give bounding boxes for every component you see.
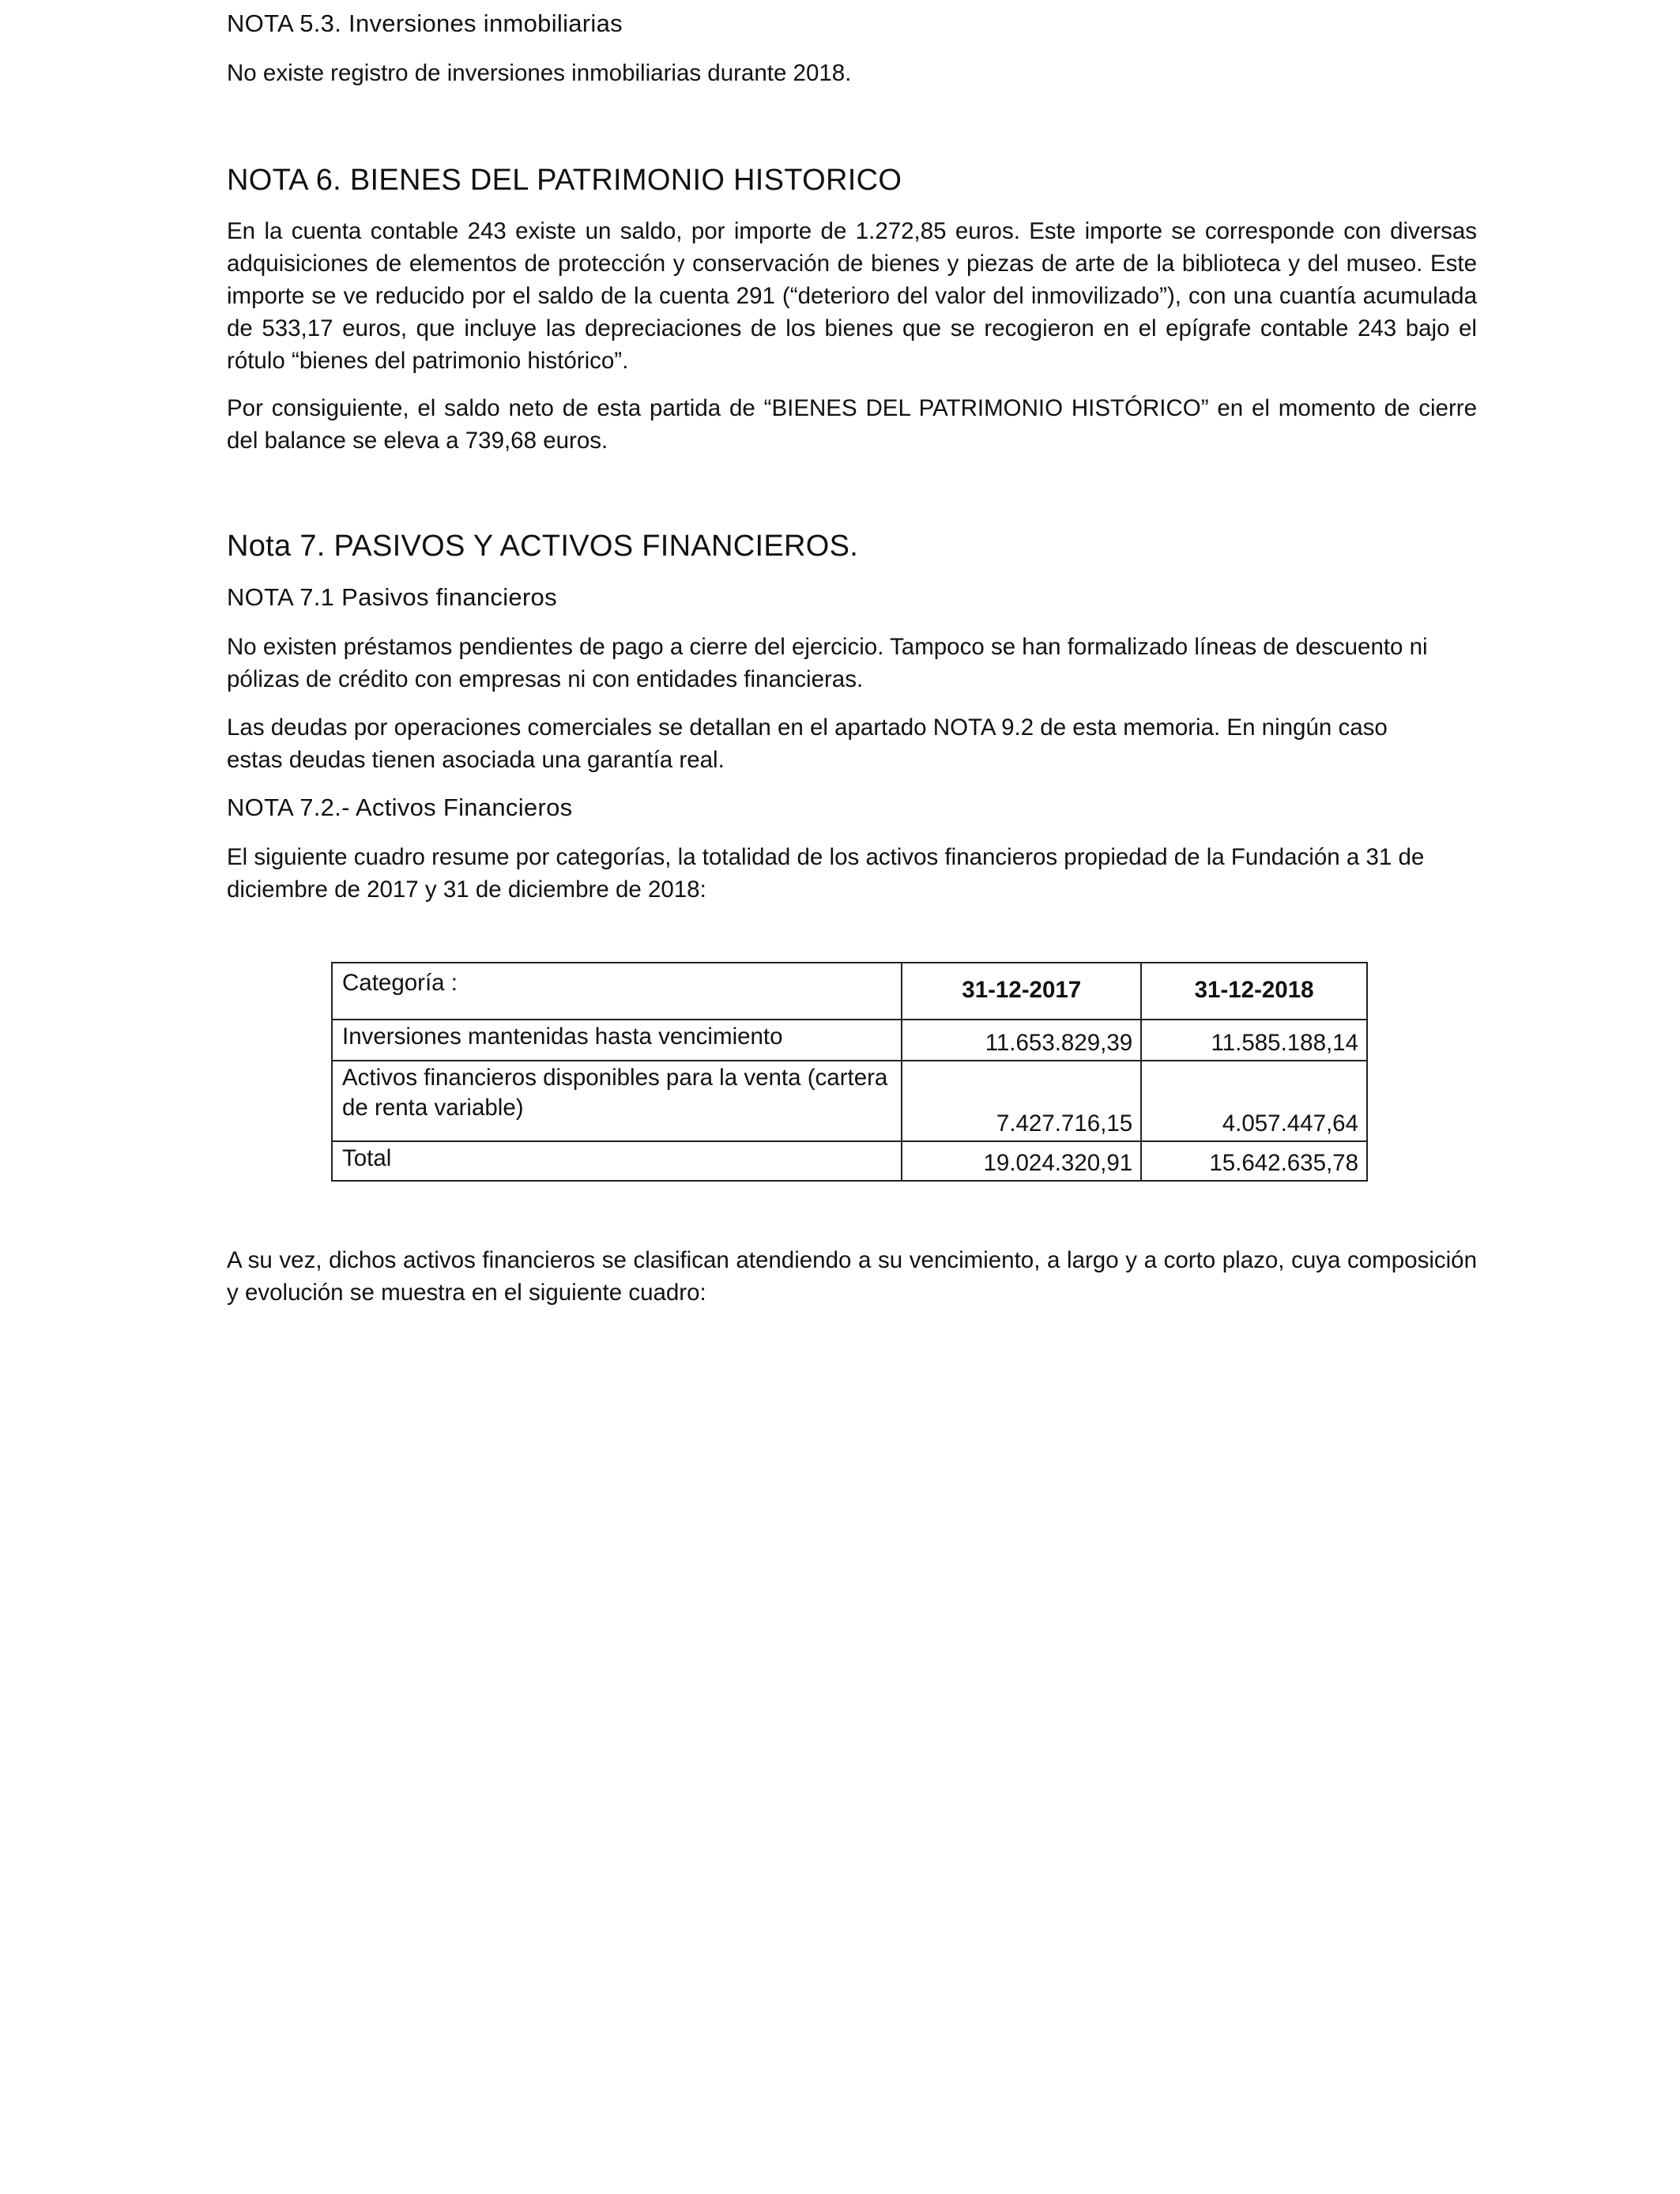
row-value-2017: 19.024.320,91	[902, 1141, 1141, 1181]
section-6-paragraph-1: En la cuenta contable 243 existe un saldo, por importe de 1.272,85 euros. Este importe se corresponde con diversas adquisiciones de elementos de protección y conservación de bienes y piezas de arte de la biblioteca y del museo. Este importe se ve reducido por el saldo de la cuenta 291 (“deterioro del valor del inmovilizado”), con una cuantía acumulada de 533,17 euros, que incluye las depreciaciones de los bienes que se recogieron en el epígrafe contable 243 bajo el rótulo “bienes del patrimonio histórico”.	[227, 218, 1477, 374]
row-value-2018: 15.642.635,78	[1141, 1141, 1367, 1181]
row-value-2017: 11.653.829,39	[902, 1020, 1141, 1061]
section-5-3-heading: NOTA 5.3. Inversiones inmobiliarias	[227, 9, 623, 37]
section-7-heading: Nota 7. PASIVOS Y ACTIVOS FINANCIEROS.	[227, 530, 859, 563]
section-7-2-heading: NOTA 7.2.- Activos Financieros	[227, 794, 573, 821]
row-category: Inversiones mantenidas hasta vencimiento	[332, 1020, 902, 1061]
header-category: Categoría :	[332, 963, 902, 1020]
row-value-2018: 4.057.447,64	[1141, 1061, 1367, 1141]
section-7-1-paragraph-2: Las deudas por operaciones comerciales se detallan en el apartado NOTA 9.2 de esta memoria. En ningún caso estas deudas tienen asociada una garantía real.	[227, 714, 1388, 773]
section-6-paragraph-2: Por consiguiente, el saldo neto de esta partida de “BIENES DEL PATRIMONIO HISTÓRICO” en el momento de cierre del balance se eleva a 739,68 euros.	[227, 395, 1477, 454]
section-7-2-paragraph-1: El siguiente cuadro resume por categorías, la totalidad de los activos financieros propiedad de la Fundación a 31 de diciembre de 2017 y 31 de diciembre de 2018:	[227, 844, 1425, 903]
section-6-heading: NOTA 6. BIENES DEL PATRIMONIO HISTORICO	[227, 164, 902, 197]
row-category: Activos financieros disponibles para la venta (cartera de renta variable)	[332, 1061, 902, 1141]
section-5-3-text: No existe registro de inversiones inmobiliarias durante 2018.	[227, 60, 852, 86]
table-total-row	[332, 1141, 1367, 1181]
section-7-1-heading: NOTA 7.1 Pasivos financieros	[227, 583, 557, 611]
header-year-2017: 31-12-2017	[902, 963, 1141, 1020]
row-value-2017: 7.427.716,15	[902, 1061, 1141, 1141]
financial-assets-table	[331, 962, 1368, 1182]
section-7-1-paragraph-1: No existen préstamos pendientes de pago a cierre del ejercicio. Tampoco se han formalizado líneas de descuento ni pólizas de crédito con empresas ni con entidades financieras.	[227, 634, 1428, 692]
row-value-2018: 11.585.188,14	[1141, 1020, 1367, 1061]
row-category: Total	[332, 1141, 902, 1181]
header-year-2018: 31-12-2018	[1141, 963, 1367, 1020]
table-row	[332, 1020, 1367, 1061]
closing-paragraph: A su vez, dichos activos financieros se clasifican atendiendo a su vencimiento, a largo y a corto plazo, cuya composición y evolución se muestra en el siguiente cuadro:	[227, 1247, 1477, 1306]
table-header-row	[332, 963, 1367, 1020]
table-row	[332, 1061, 1367, 1141]
